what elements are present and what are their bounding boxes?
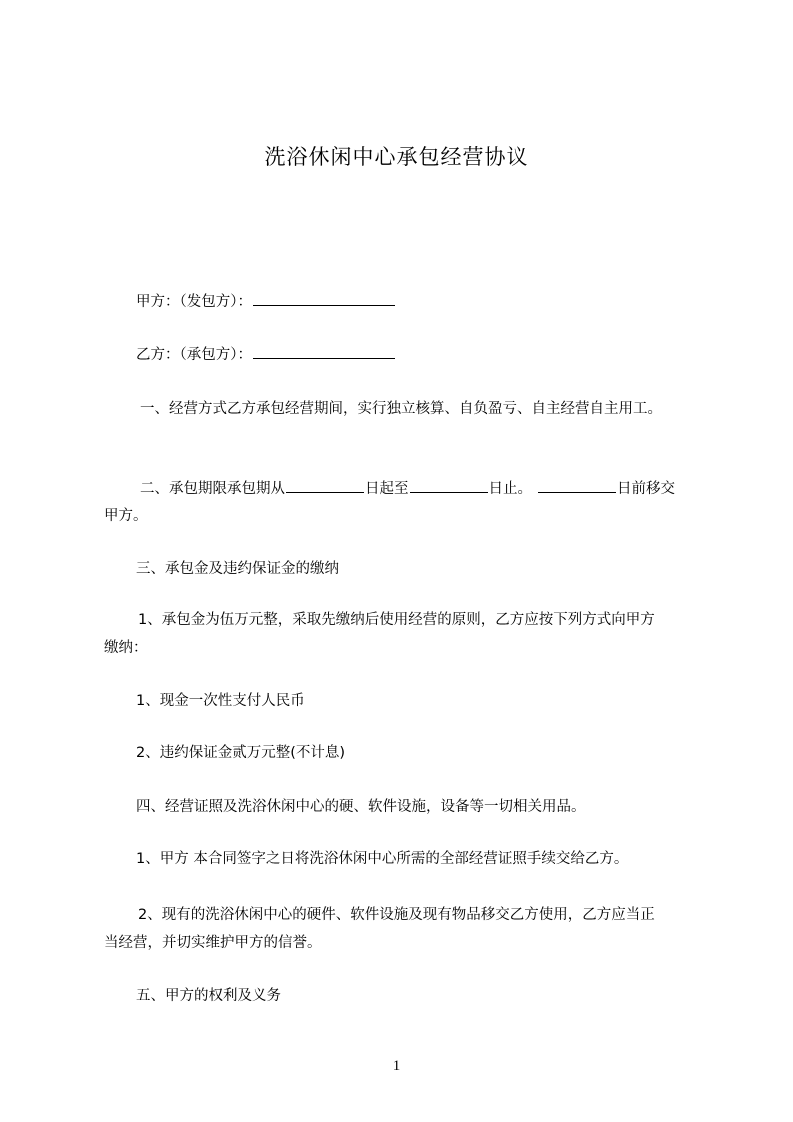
document-title: 洗浴休闲中心承包经营协议	[264, 145, 529, 169]
section-4-item2-line2: 当经营，并切实维护甲方的信誉。	[104, 935, 322, 951]
section-3-sub2: 2、违约保证金贰万元整(不计息)	[136, 745, 346, 761]
section-2-mid3: 日前移交	[617, 481, 675, 497]
handover-date-blank	[538, 474, 616, 493]
section-2-mid2: 日止。	[488, 481, 532, 497]
section-3-sub1: 1、现金一次性支付人民币	[136, 693, 305, 709]
section-2-line2: 甲方。	[104, 508, 148, 524]
party-a-blank	[253, 287, 395, 306]
section-4-item2-line1: 2、现有的洗浴休闲中心的硬件、软件设施及现有物品移交乙方使用，乙方应当正	[138, 907, 655, 923]
section-2-prefix: 二、承包期限承包期从	[140, 481, 285, 497]
party-b-line	[136, 340, 751, 369]
section-3-item1-line2: 缴纳：	[104, 640, 148, 656]
section-5-heading: 五、甲方的权利及义务	[136, 988, 281, 1004]
section-2-line1	[140, 474, 755, 503]
party-b-blank	[253, 340, 395, 359]
section-3-item1-line1: 1、承包金为伍万元整，采取先缴纳后使用经营的原则，乙方应按下列方式向甲方	[138, 612, 655, 628]
section-1-text: 一、经营方式乙方承包经营期间，实行独立核算、自负盈亏、自主经营自主用工。	[140, 401, 662, 417]
section-2-mid1: 日起至	[365, 481, 409, 497]
start-date-blank	[286, 474, 364, 493]
section-3-heading: 三、承包金及违约保证金的缴纳	[136, 561, 339, 577]
party-a-label: 甲方：（发包方）：	[136, 294, 252, 310]
end-date-blank	[410, 474, 488, 493]
party-b-label: 乙方：（承包方）：	[136, 347, 252, 363]
section-4-heading: 四、经营证照及洗浴休闲中心的硬、软件设施，设备等一切相关用品。	[136, 799, 586, 815]
party-a-line	[136, 287, 751, 316]
page-number: 1	[392, 1058, 401, 1074]
section-4-item1: 1、甲方 本合同签字之日将洗浴休闲中心所需的全部经营证照手续交给乙方。	[136, 851, 629, 867]
